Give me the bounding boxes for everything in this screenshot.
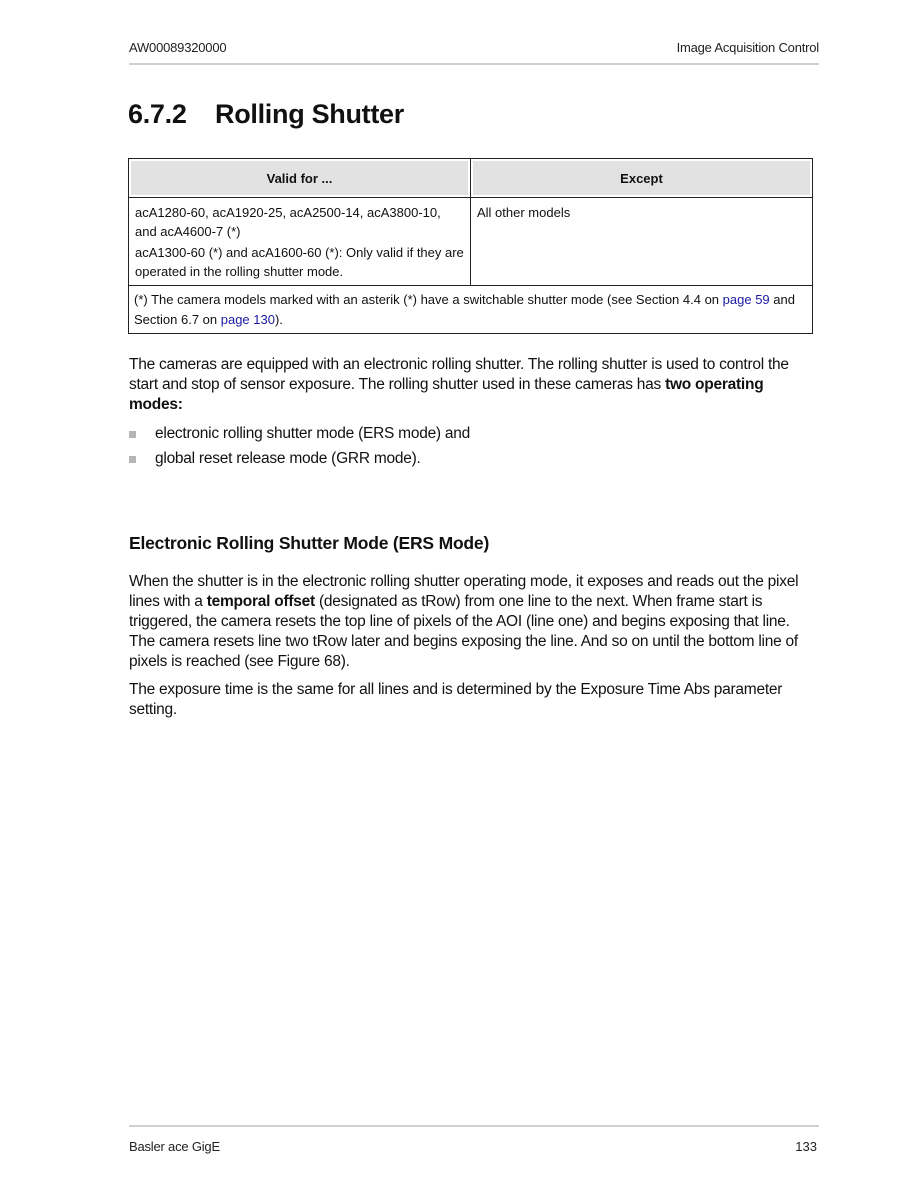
- document-id: AW00089320000: [129, 40, 227, 55]
- section-heading: [128, 99, 404, 130]
- footnote-text: (*) The camera models marked with an asterik (*) have a switchable shutter mode (see Section 4.4 on: [134, 292, 723, 307]
- subsection-heading: Electronic Rolling Shutter Mode (ERS Mode): [129, 533, 490, 553]
- column-header-except: Except: [471, 159, 813, 198]
- page-footer: [129, 1137, 819, 1157]
- square-bullet-icon: [129, 431, 136, 438]
- conditional-models-list: acA1300-60 (*) and acA1600-60 (*): Only valid if they are operated in the rolling shutter mode.: [135, 245, 464, 279]
- list-item: [129, 449, 819, 474]
- section-number: 6.7.2: [128, 99, 187, 129]
- ers-paragraph: [129, 572, 819, 672]
- intro-text: The cameras are equipped with an electronic rolling shutter. The rolling shutter is used to control the start and stop of sensor exposure. The rolling shutter used in these cameras has: [129, 356, 789, 393]
- square-bullet-icon: [129, 456, 136, 463]
- page-59-link[interactable]: page 59: [722, 292, 770, 307]
- ers-bold: temporal offset: [206, 593, 315, 610]
- list-item-text: global reset release mode (GRR mode).: [155, 450, 421, 467]
- modes-list: [129, 424, 819, 474]
- chapter-title: Image Acquisition Control: [676, 40, 819, 55]
- table-header-row: [129, 159, 813, 198]
- table-note-row: [129, 286, 813, 334]
- product-name: Basler ace GigE: [129, 1139, 220, 1154]
- list-item: [129, 424, 819, 449]
- valid-for-cell: [129, 198, 471, 286]
- valid-models-list: acA1280-60, acA1920-25, acA2500-14, acA3800-10, and acA4600-7 (*): [135, 205, 441, 239]
- header-rule: [129, 63, 819, 65]
- exposure-paragraph: [129, 680, 819, 720]
- column-header-valid-for: Valid for ...: [129, 159, 471, 198]
- except-cell: All other models: [471, 198, 813, 286]
- intro-paragraph: [129, 355, 819, 415]
- page-130-link[interactable]: page 130: [220, 312, 275, 327]
- section-title: Rolling Shutter: [215, 99, 404, 129]
- intro-bold: two operating modes: [129, 376, 764, 413]
- page-header: [129, 38, 819, 58]
- validity-table: [128, 158, 813, 334]
- footer-rule: [129, 1125, 819, 1127]
- table-footnote: [129, 286, 813, 334]
- exposure-text: The exposure time is the same for all lines and is determined by the Exposure Time Abs parameter setting.: [129, 681, 783, 718]
- intro-colon: :: [177, 396, 183, 413]
- ers-text: When the shutter is in the electronic rolling shutter operating mode, it exposes and reads out the pixel lines with a: [129, 573, 799, 610]
- footnote-text-middle: and Section 6.7 on: [134, 292, 795, 327]
- footnote-text-end: ).: [274, 312, 283, 327]
- page-number: 133: [795, 1139, 817, 1154]
- table-row: [129, 198, 813, 286]
- list-item-text: electronic rolling shutter mode (ERS mode) and: [155, 425, 471, 442]
- ers-text-cont: (designated as tRow) from one line to the next. When frame start is triggered, the camera resets the top line of pixels of the AOI (line one) and begins exposing that line. The camera resets line two tRow later and begins exposing the line. And so on until the bottom line of pixels is reached (see Figure 68).: [129, 593, 798, 670]
